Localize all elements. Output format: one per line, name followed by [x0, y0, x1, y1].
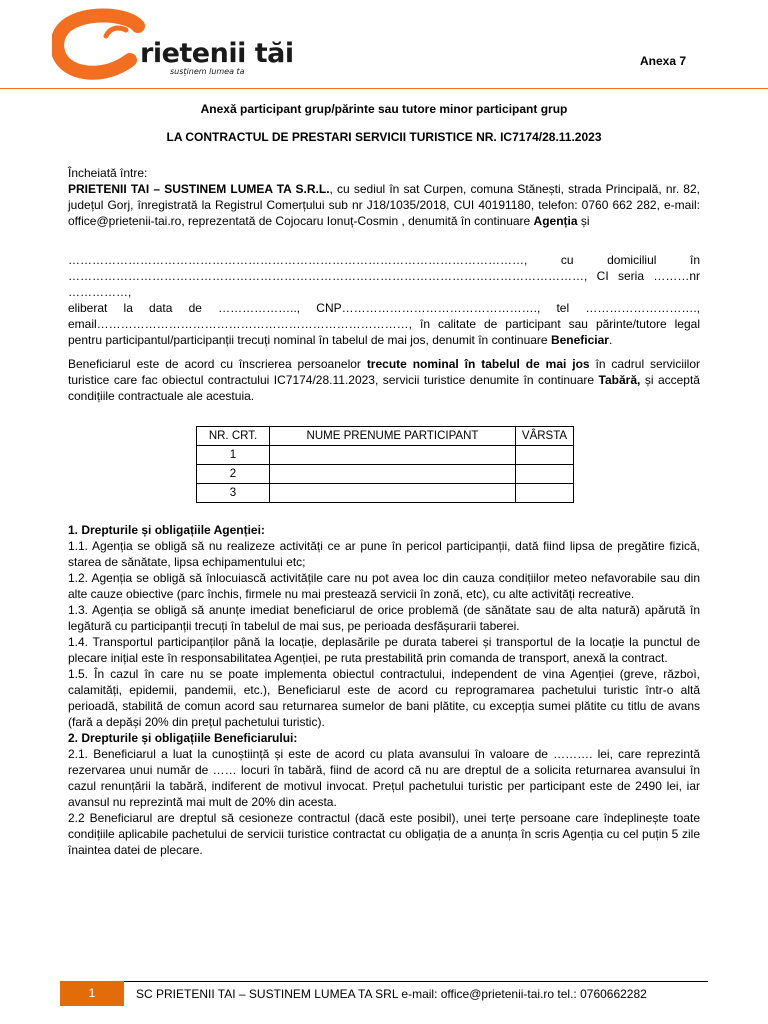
field-email-end: .: [608, 333, 613, 347]
agency-paragraph: [68, 181, 700, 229]
agency-term: Agenția: [533, 214, 578, 228]
header-divider: [0, 88, 768, 89]
section2-heading: 2. Drepturile și obligațiile Beneficiarului:: [68, 731, 298, 745]
cell-name[interactable]: [270, 465, 516, 484]
table-header-row: [197, 427, 574, 446]
brand-name: rietenii tăi: [140, 38, 294, 69]
field-issued-cnp-phone-line[interactable]: eliberat la data de ……………….., CNP…………………………………………., tel ……………………….,: [68, 301, 700, 315]
clause-1-1: 1.1. Agenția se obligă să nu realizeze activități ce ar pune în pericol participanții, dată fiind lipsa de pregătire fizică, starea de sănătate, lipsa echipamentului etc;: [68, 539, 700, 569]
footer-contact: SC PRIETENII TAI – SUSTINEM LUMEA TA SRL e-mail: office@prietenii-tai.ro tel.: 0760662282: [136, 987, 647, 1001]
agreement-paragraph: [68, 356, 700, 404]
beneficiary-term: Beneficiar: [550, 333, 609, 347]
table-row: [197, 446, 574, 465]
intro-heading: Încheiată între:: [68, 166, 148, 180]
col-header-name: NUME PRENUME PARTICIPANT: [270, 427, 516, 446]
field-address-id-line[interactable]: …………………………………………………………………………………………………………………, CI seria ………nr ……………,: [68, 269, 700, 299]
agreement-text-2: în cadrul serviciilor turistice care fac obiectul contractului IC7174/28.11.2023, servicii turistice denumite în continuare: [68, 357, 701, 387]
annex-label: Anexa 7: [639, 54, 686, 68]
participants-table: [196, 426, 574, 503]
cell-age[interactable]: [516, 446, 574, 465]
contract-title: LA CONTRACTUL DE PRESTARI SERVICII TURISTICE NR. IC7174/28.11.2023: [166, 130, 602, 144]
section1-heading: 1. Drepturile și obligațiile Agenției:: [68, 523, 265, 537]
footer-divider: [124, 981, 708, 982]
brand-tagline: susținem lumea ta: [170, 67, 245, 76]
table-row: [197, 484, 574, 503]
clause-1-3: 1.3. Agenția se obligă să anunțe imediat beneficiarul de orice problemă (de sănătate sau de alta natură) apărută în legătură cu participanții trecuți în tabelul de mai sus, pe perioada desfășurarii taberei.: [68, 603, 700, 633]
agency-name: PRIETENII TAI – SUSTINEM LUMEA TA S.R.L.: [68, 182, 330, 196]
table-row: [197, 465, 574, 484]
and-conjunction: și: [577, 214, 590, 228]
field-email-text: email……………………………………………………………………, în calitate de participant sau părinte/tutore legal pentru participantul/participanții trecuți nominal în tabelul de mai jos, denumit în continuare: [68, 317, 700, 347]
page-number: 1: [60, 981, 124, 1006]
cell-name[interactable]: [270, 446, 516, 465]
clause-2-2: 2.2 Beneficiarul are dreptul să cesioneze contractul (dacă este posibil), unei terțe persoane care îndeplinește toate condițiile aplicabile pachetului de servicii turistice contractat cu obligația de a anunța în scris Agenția cu cel puțin 5 zile înaintea datei de plecare.: [68, 811, 700, 857]
clause-1-5: 1.5. În cazul în care nu se poate implementa obiectul contractului, independent de vina Agenției (greve, războì, calamități, epidemii, pandemii, etc.), Beneficiarul este de acord cu reprogramarea pachetului turistic într-o altă perioadă, stabilită de comun acord sau returnarea sumelor de bani plătite, cu excepția sumei plătite cu titlu de avans (fară a depăși 20% din prețul pachetului turistic).: [68, 667, 700, 729]
agreement-bold-2: Tabără,: [598, 373, 641, 387]
intro-section: [68, 165, 700, 229]
clause-1-4: 1.4. Transportul participanților până la locație, deplasările pe durata taberei și transportul de la locație la punctul de plecare inițial este în responsabilitatea Agenției, pe ruta prestabilită prin comanda de transport, anexă la contract.: [68, 635, 700, 665]
company-logo: [52, 4, 312, 80]
document-title: Anexă participant grup/părinte sau tutore minor participant grup: [200, 102, 568, 116]
cell-age[interactable]: [516, 484, 574, 503]
field-email-line[interactable]: [68, 316, 700, 348]
agreement-text-3: și acceptă condițiile contractuale ale acestuia.: [68, 373, 700, 403]
clause-1-2: 1.2. Agenția se obligă să înlocuiască activitățile care nu pot avea loc din cauza condițiilor meteo nefavorabile sau din alte cauze obiective (parc închis, firmele nu mai prestează servicii în zonă, etc), cu alte activități recreative.: [68, 571, 700, 601]
cell-name[interactable]: [270, 484, 516, 503]
agreement-bold-1: trecute nominal în tabelul de mai jos: [366, 357, 590, 371]
col-header-nr: NR. CRT.: [197, 427, 270, 446]
field-name-line[interactable]: ……………………………………………………………………………………………………, cu domiciliul în: [68, 253, 700, 267]
col-header-age: VÂRSTA: [516, 427, 574, 446]
beneficiary-agreement: [68, 356, 700, 404]
terms-section: [68, 522, 700, 858]
cell-nr: 3: [197, 484, 270, 503]
cell-nr: 2: [197, 465, 270, 484]
agreement-text-1: Beneficiarul este de acord cu înscrierea persoanelor: [68, 357, 367, 371]
agency-details: , cu sediul în sat Curpen, comuna Stănești, strada Principală, nr. 82, județul Gorj, înregistrată la Registrul Comerțului sub nr J18/1035/2018, CUI 40191180, telefon: 0760 662 282, e-mail: office@prietenii-tai.ro, reprezentată de Cojocaru Ionuț-Cosmin , denumită în continuare: [68, 182, 700, 228]
cell-nr: 1: [197, 446, 270, 465]
cell-age[interactable]: [516, 465, 574, 484]
clause-2-1: 2.1. Beneficiarul a luat la cunoștiință și este de acord cu plata avansului în valoare de ………. lei, care reprezintă rezervarea unui număr de …… locuri în tabără, fiind de acord că nu are dreptul de a solicita returnarea avansului în cazul renunțării la tabără, indiferent de motivul invocat. Prețul pachetului turistic per participant este de 2490 lei, iar avansul nu reprezintă mai mult de 20% din acesta.: [68, 747, 700, 809]
beneficiary-fields: [68, 252, 700, 348]
